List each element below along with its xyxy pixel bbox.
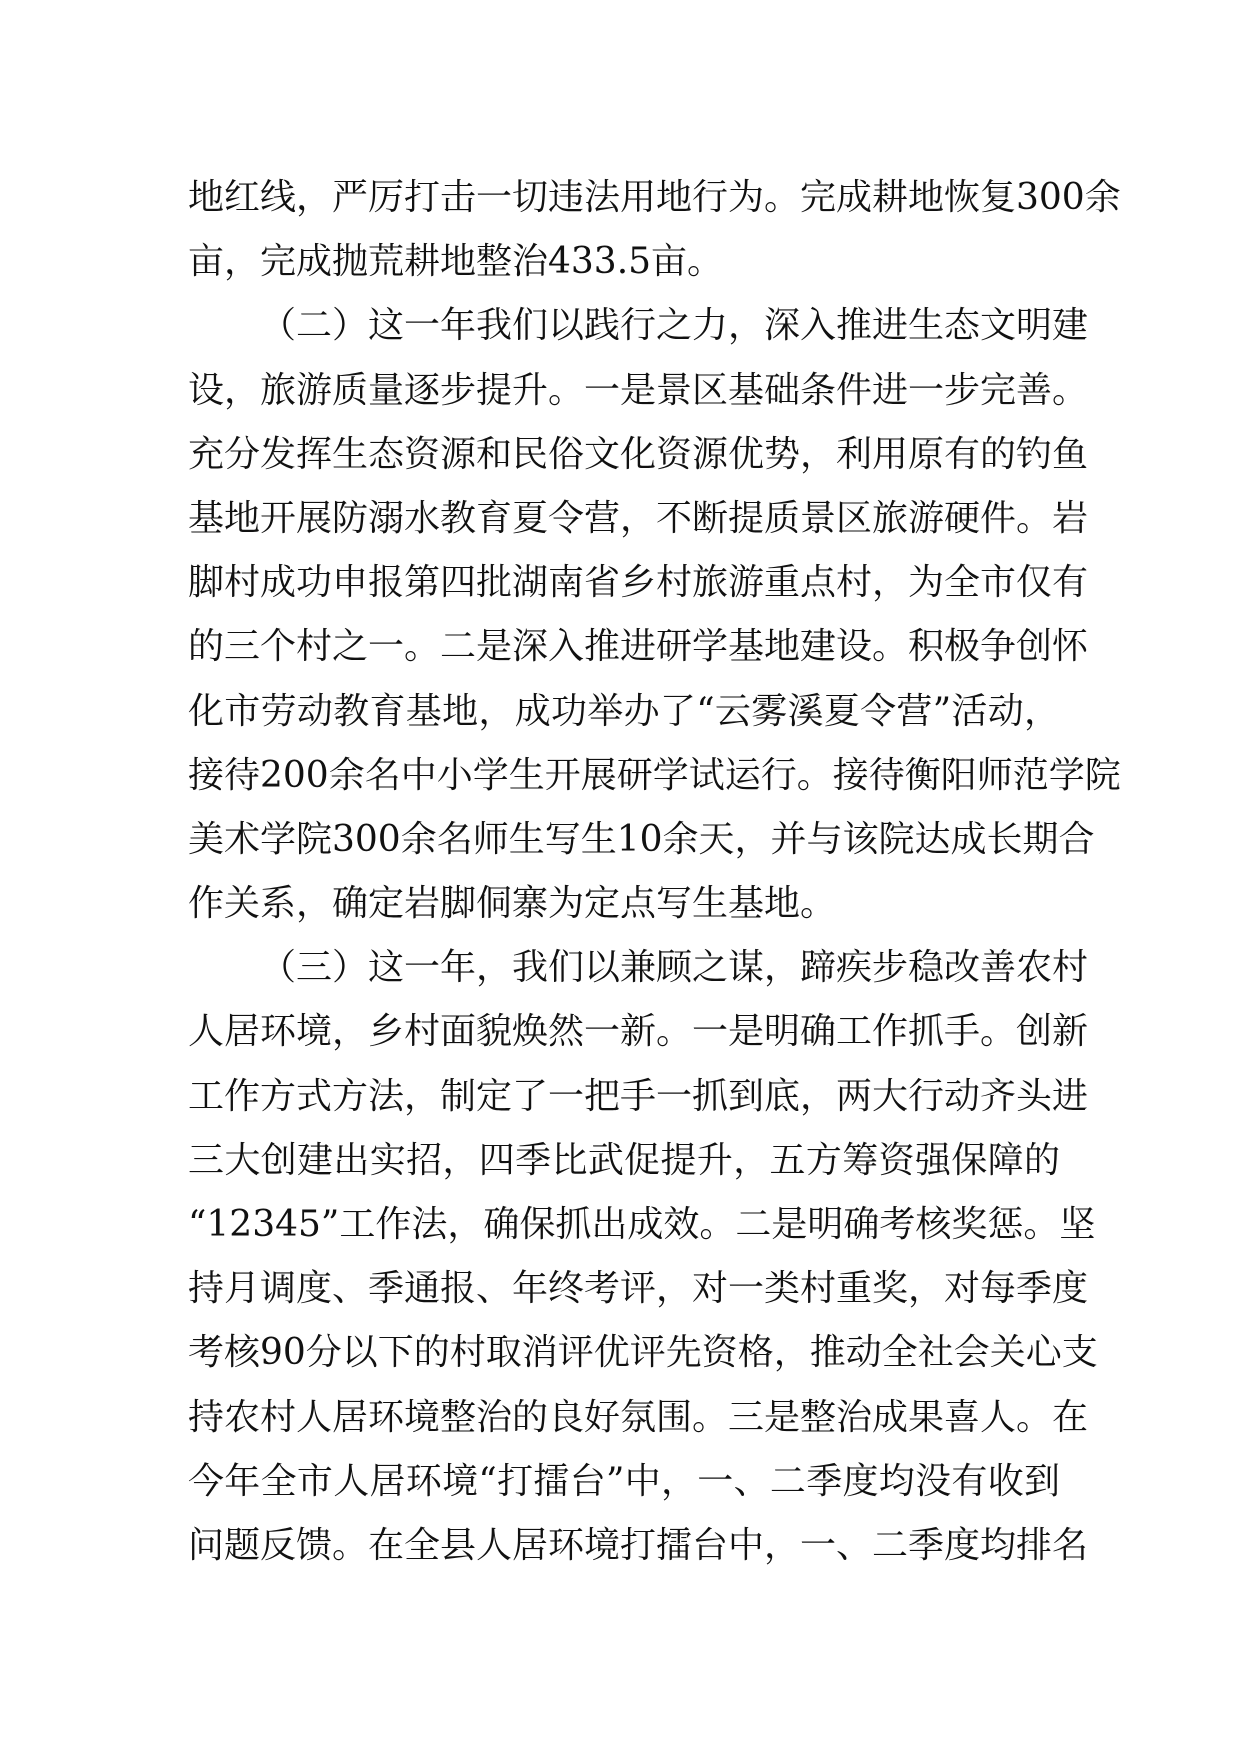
- text-line: “12345”工作法，确保抓出成效。二是明确考核奖惩。坚: [188, 1204, 1096, 1245]
- text-line: 美术学院300余名师生写生10余天，并与该院达成长期合: [188, 818, 1095, 860]
- text-line: 今年全市人居环境“打擂台”中，一、二季度均没有收到: [188, 1460, 1060, 1502]
- text-line: 亩，完成抛荒耕地整治433.5亩。: [188, 241, 724, 283]
- text-line: 化市劳动教育基地，成功举办了“云雾溪夏令营”活动，: [188, 690, 1060, 732]
- text-line: 考核90分以下的村取消评优评先资格，推动全社会关心支: [188, 1332, 1098, 1374]
- paragraph-heading-line: （二）这一年我们以践行之力，深入推进生态文明建: [260, 305, 1089, 347]
- text-line: 充分发挥生态资源和民俗文化资源优势，利用原有的钓鱼: [188, 433, 1089, 475]
- paragraph-heading-line: （三）这一年，我们以兼顾之谋，蹄疾步稳改善农村: [260, 947, 1089, 989]
- text-line: 地红线，严厉打击一切违法用地行为。完成耕地恢复300余: [188, 177, 1121, 218]
- text-line: 持农村人居环境整治的良好氛围。三是整治成果喜人。在: [188, 1396, 1089, 1438]
- text-line: 持月调度、季通报、年终考评，对一类村重奖，对每季度: [188, 1268, 1089, 1310]
- text-line: 基地开展防溺水教育夏令营，不断提质景区旅游硬件。岩: [188, 497, 1089, 539]
- text-line: 的三个村之一。二是深入推进研学基地建设。积极争创怀: [188, 626, 1089, 668]
- text-line: 人居环境，乡村面貌焕然一新。一是明确工作抓手。创新: [188, 1011, 1089, 1053]
- text-line: 三大创建出实招，四季比武促提升，五方筹资强保障的: [188, 1139, 1060, 1181]
- text-line: 作关系，确定岩脚侗寨为定点写生基地。: [188, 883, 837, 925]
- text-line: 工作方式方法，制定了一把手一抓到底，两大行动齐头进: [188, 1075, 1089, 1117]
- text-line: 设，旅游质量逐步提升。一是景区基础条件进一步完善。: [188, 369, 1089, 411]
- text-line: 脚村成功申报第四批湖南省乡村旅游重点村，为全市仅有: [188, 562, 1089, 604]
- text-line: 问题反馈。在全县人居环境打擂台中，一、二季度均排名: [188, 1524, 1089, 1566]
- text-line: 接待200余名中小学生开展研学试运行。接待衡阳师范学院: [188, 754, 1121, 796]
- body-text: [188, 166, 1121, 1578]
